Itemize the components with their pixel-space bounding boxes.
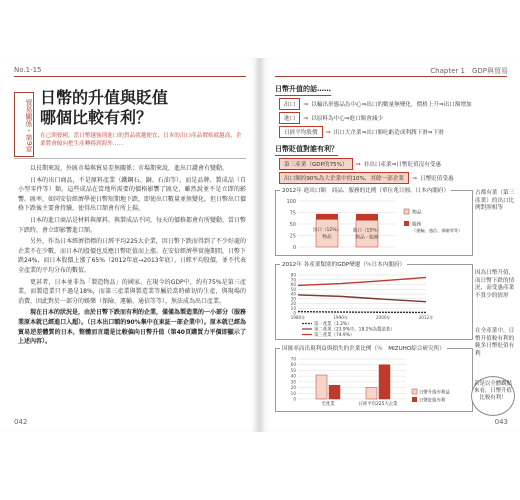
bar (316, 375, 327, 399)
speech-bubble: 若是以全體觀點來看，日幣升值比較有利！ (471, 376, 515, 416)
info-text: 日幣貶值受惠 (420, 176, 454, 182)
left-page (0, 58, 258, 432)
legend-label: 日幣貶值有利 (419, 398, 446, 404)
info-row (279, 172, 454, 184)
info-text: 非出口產業⇒日幣貶值沒有受惠 (363, 162, 442, 168)
arrow-right-icon: ⇒ (303, 100, 309, 108)
y-tick-label: 0 (293, 396, 296, 402)
x-label: 全產業 (321, 402, 335, 407)
bar (379, 365, 390, 399)
y-tick-label: 0 (292, 245, 296, 251)
info-tag: 出口額的90%為大企業中的10%，其餘一部企業 (279, 172, 409, 184)
bar-services (316, 214, 338, 220)
y-tick-label: 70 (290, 277, 296, 283)
y-tick-label: 40 (290, 373, 296, 379)
x-tick-label: 1990年 (333, 315, 349, 320)
y-tick-label: 10 (290, 390, 296, 396)
x-tick-label: 2012年 (418, 315, 434, 320)
y-tick-label: 60 (290, 362, 296, 368)
info-tag: 進口 (279, 112, 300, 124)
x-tick-label: 2000年 (375, 315, 391, 320)
divider (14, 158, 246, 159)
y-tick-label: 20 (290, 385, 296, 391)
bar (366, 388, 377, 399)
bar-services (356, 214, 378, 220)
right-page-number: 043 (494, 418, 508, 426)
y-tick-label: 50 (290, 286, 296, 292)
legend-swatch (412, 397, 417, 402)
left-page-number: 042 (14, 418, 28, 426)
series-line (298, 277, 426, 285)
legend-label: 第一產業（1.2%） (314, 322, 352, 327)
info-row (279, 98, 472, 110)
right-page (261, 58, 520, 432)
y-tick-label: 10 (290, 305, 296, 311)
arrow-right-icon: ⇒ (355, 160, 361, 168)
chart-3-svg (276, 349, 472, 411)
legend-label: （運輸、通信、保險等等） (412, 228, 463, 233)
y-tick-label: 0 (293, 310, 296, 316)
chart-3-side-note: 在全產業中，日幣升值較有利的範多日幣貶值有利 (475, 328, 515, 357)
legend-label: 物品 (412, 210, 422, 216)
x-tick-label: 1980年 (290, 315, 306, 320)
chart-1-side-note: 占都有業（第三產業）的出口比例對照相等 (475, 190, 515, 211)
y-tick-label: 70 (290, 356, 296, 362)
arrow-right-icon: ⇒ (411, 174, 417, 182)
book-spread (0, 58, 520, 432)
arrow-right-icon: ⇒ (303, 114, 309, 122)
info-text: 以原料為中心⇒進口額會減少 (311, 116, 384, 122)
left-header-rule (14, 76, 246, 77)
legend-label: 第二產業（23.9%中、18.2%為製造業） (314, 327, 395, 333)
legend-label: 日幣升值有利益 (419, 390, 450, 396)
section-title-2: 日幣貶值對誰有利？ (275, 144, 507, 156)
paragraph: 日本的進口商品是材料與原料。與製成品不同，每天的價格都會有所變動，當日幣下跌時，會立即影響進口額。 (18, 216, 247, 234)
y-tick-label: 50 (290, 367, 296, 373)
y-tick-label: 100 (286, 199, 296, 205)
y-tick-label: 25 (289, 233, 296, 240)
y-tick-label: 60 (290, 282, 296, 287)
paragraph: 另外，作為日本經濟指標的日經平均225大企業，因日幣下跌而得到了不少好處的企業不在少數，而日本的股價也反應日幣貶值而上漲。在安倍經濟學實施期間，日幣下跌24%，而日本股價上漲了65%（2012年底→2013年底）。日經平均股價，並不代表全產業的平均分布的數值。 (18, 238, 247, 274)
series-line (298, 295, 426, 302)
legend-label: 第三產業（74.9%） (314, 333, 355, 338)
info-text: 出口大企業⇒出口額吃虧造成利潤下滑⇒下滑 (333, 130, 444, 136)
chart-gdp-by-industry (275, 264, 473, 340)
legend-label: 服務 (412, 222, 422, 228)
paragraph: 日本的出口商品，不是原料產業（鐵鋼石、銅、石油等），而是品牌、製成品（自小型零件等）類。這些成品在當地所需要的價格影響了匯兌，雖然說並不是立即的影響。匯率，如同安倍經濟學使日幣短期地下跌，即使出口數量並無變化，但日幣出口價格下跌後主要會持續，使得出口額會有所上揚。 (18, 176, 247, 213)
legend-swatch (412, 389, 417, 394)
title-line-2: 哪個比較有利？ (40, 108, 153, 127)
section-title-1: 日幣升值的話…… (275, 84, 507, 96)
conclusion-paragraph: 現在日本的狀況是，由於日幣下跌而有利的企業，僅僅為製造業的一小部分（服務業原本就已經進口入超）。（日本出口額的90%集中在東証一部企業中）。原本就已經為貿易逆差體質的日本，整體而言還是比較偏向日幣升值（第40頁購買力平價即顯示了上述內容）。 (18, 309, 247, 346)
info-text: 以輸出形態品為中心⇒出口的數量無變化，價格上升⇒出口額增加 (311, 102, 472, 108)
legend-swatch (404, 209, 409, 214)
y-tick-label: 30 (290, 296, 296, 302)
x-label: 日經平均225大企業 (358, 402, 398, 407)
chart-1-svg (276, 191, 472, 255)
chart-fx-benefit (275, 348, 473, 412)
series-line (298, 312, 426, 313)
y-tick-label: 30 (290, 379, 296, 385)
chart-2-svg (276, 265, 472, 339)
bar-sublabel: 物品・服務 (355, 235, 379, 241)
chart-trade-composition (275, 190, 473, 256)
paragraph: 更甚者，日本並非為「製造物品」的國家。在現今的GDP中，約有75%是第三產業，而製造業只不過是18%，而第三產業與製造業等屬於當時確切的生產，與現場的消費，因此對於一部分的娛樂（保險、運輸、通信等等），無法成為出口產業。 (18, 278, 246, 305)
y-tick-label: 20 (290, 301, 296, 306)
paragraph: 以長期來說，外匯市場與貿易差無關係；市場期來說，進出口錢會有變動。 (30, 165, 229, 172)
y-tick-label: 75 (289, 210, 296, 217)
info-tag: 出口 (279, 98, 300, 110)
info-tag: 第三產業（GDP的75%） (279, 158, 353, 170)
info-row (279, 158, 441, 170)
chart-title: 2012年 進出口額 商品、服務的比例（單位兆日圓、日本內閣府） (282, 188, 450, 194)
arrow-right-icon: ⇒ (325, 128, 331, 136)
chart-title: 因匯率而出現利益與損失的企業比例（％ MIZUHO綜合研究所） (282, 346, 445, 352)
bar-label: 進口（15%） (352, 228, 382, 234)
right-header: Chapter 1 GDP與貿易 (430, 67, 508, 75)
y-tick-label: 40 (290, 291, 296, 297)
bar-label: 出口（12%） (312, 228, 342, 234)
bar-sublabel: 物品 (322, 235, 332, 241)
left-header: No.1-15 (14, 66, 42, 74)
legend-swatch (404, 221, 409, 226)
right-header-rule (275, 76, 507, 77)
side-tab: 貿易關係・第9章 (14, 92, 34, 157)
y-tick-label: 80 (290, 272, 296, 278)
lead-text: 在已開發國，當日幣越強則進口的貨品就越便宜，日本的出口產品價格就越高，企業將會傾向把生產轉移到海外…… (40, 133, 242, 147)
info-row (279, 112, 383, 124)
body-text (18, 164, 246, 349)
bar (329, 385, 340, 399)
chart-2-side-note: 因為日幣升值，而日幣下跌的情況，而受惠產業不算少的情形 (475, 270, 515, 299)
page-title (40, 88, 168, 128)
info-row (279, 126, 444, 138)
y-tick-label: 50 (289, 222, 296, 228)
info-tag: 日經平均股價 (279, 126, 323, 138)
chart-title: 2012年 各產業類別的GDP變遷（％日本內閣府） (282, 262, 406, 268)
title-line-1: 日幣的升值與貶值 (40, 88, 169, 107)
